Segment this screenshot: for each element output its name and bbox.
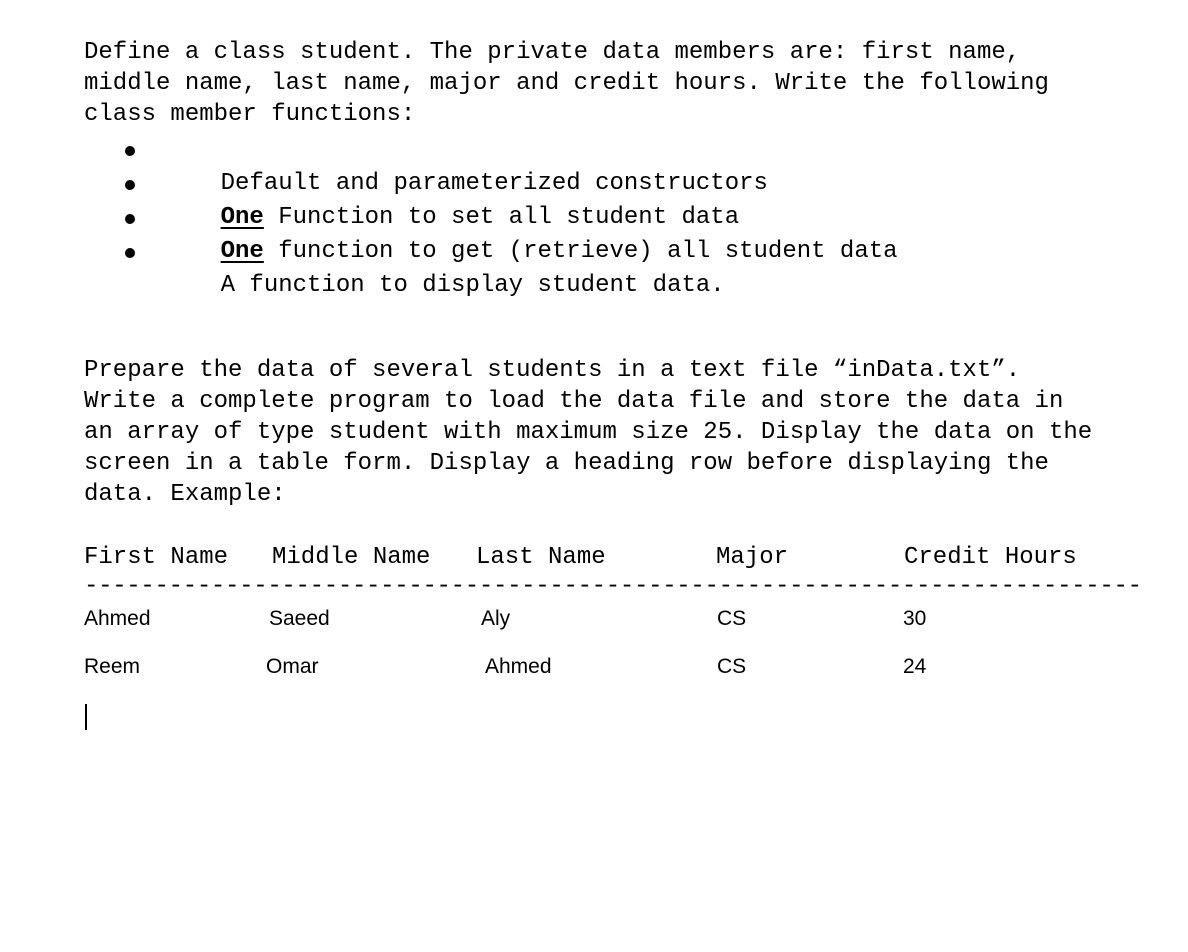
- emphasis-text: One: [220, 204, 264, 231]
- bullet-icon: [125, 146, 135, 156]
- table-cell: Saeed: [269, 607, 330, 630]
- table-header-middle-name: Middle Name: [272, 544, 431, 571]
- bullet-icon: [125, 248, 135, 258]
- task-paragraph: Prepare the data of several students in a text file “inData.txt”. Write a complete program to load the data file and store the data in an array of type student with maximum size 25. Display the data on the screen in a table form. Display a heading row before displaying the data. Example:: [84, 357, 1093, 508]
- bullet-icon: [125, 214, 135, 224]
- list-item-text: function to get (retrieve) all student data: [263, 238, 898, 265]
- list-item-text: Function to set all student data: [263, 204, 740, 231]
- list-item: [84, 167, 898, 231]
- table-cell: Reem: [84, 655, 141, 678]
- table-cell: 30: [903, 607, 927, 630]
- table-separator: ---------------------------------------------------------------------------: [84, 573, 1142, 600]
- list-item: [84, 133, 898, 197]
- text-cursor[interactable]: [85, 704, 87, 730]
- list-item: [84, 201, 898, 265]
- intro-paragraph: Define a class student. The private data members are: first name, middle name, last name, major and credit hours. Write the following class member functions:: [84, 39, 1049, 128]
- table-cell: Ahmed: [84, 607, 151, 630]
- table-header-last-name: Last Name: [476, 544, 606, 571]
- table-cell: CS: [717, 607, 747, 630]
- table-header-first-name: First Name: [84, 544, 229, 571]
- table-cell: CS: [717, 655, 747, 678]
- table-cell: Omar: [266, 655, 319, 678]
- function-requirements-list: [84, 133, 898, 299]
- list-item: [84, 235, 898, 299]
- table-cell: Ahmed: [485, 655, 552, 678]
- table-cell: Aly: [481, 607, 511, 630]
- list-item-text: Default and parameterized constructors: [220, 170, 768, 197]
- list-item-text: A function to display student data.: [220, 272, 725, 299]
- table-cell: 24: [903, 655, 927, 678]
- table-header-credit-hours: Credit Hours: [904, 544, 1077, 571]
- table-header-major: Major: [716, 544, 789, 571]
- emphasis-text: One: [220, 238, 264, 265]
- bullet-icon: [125, 180, 135, 190]
